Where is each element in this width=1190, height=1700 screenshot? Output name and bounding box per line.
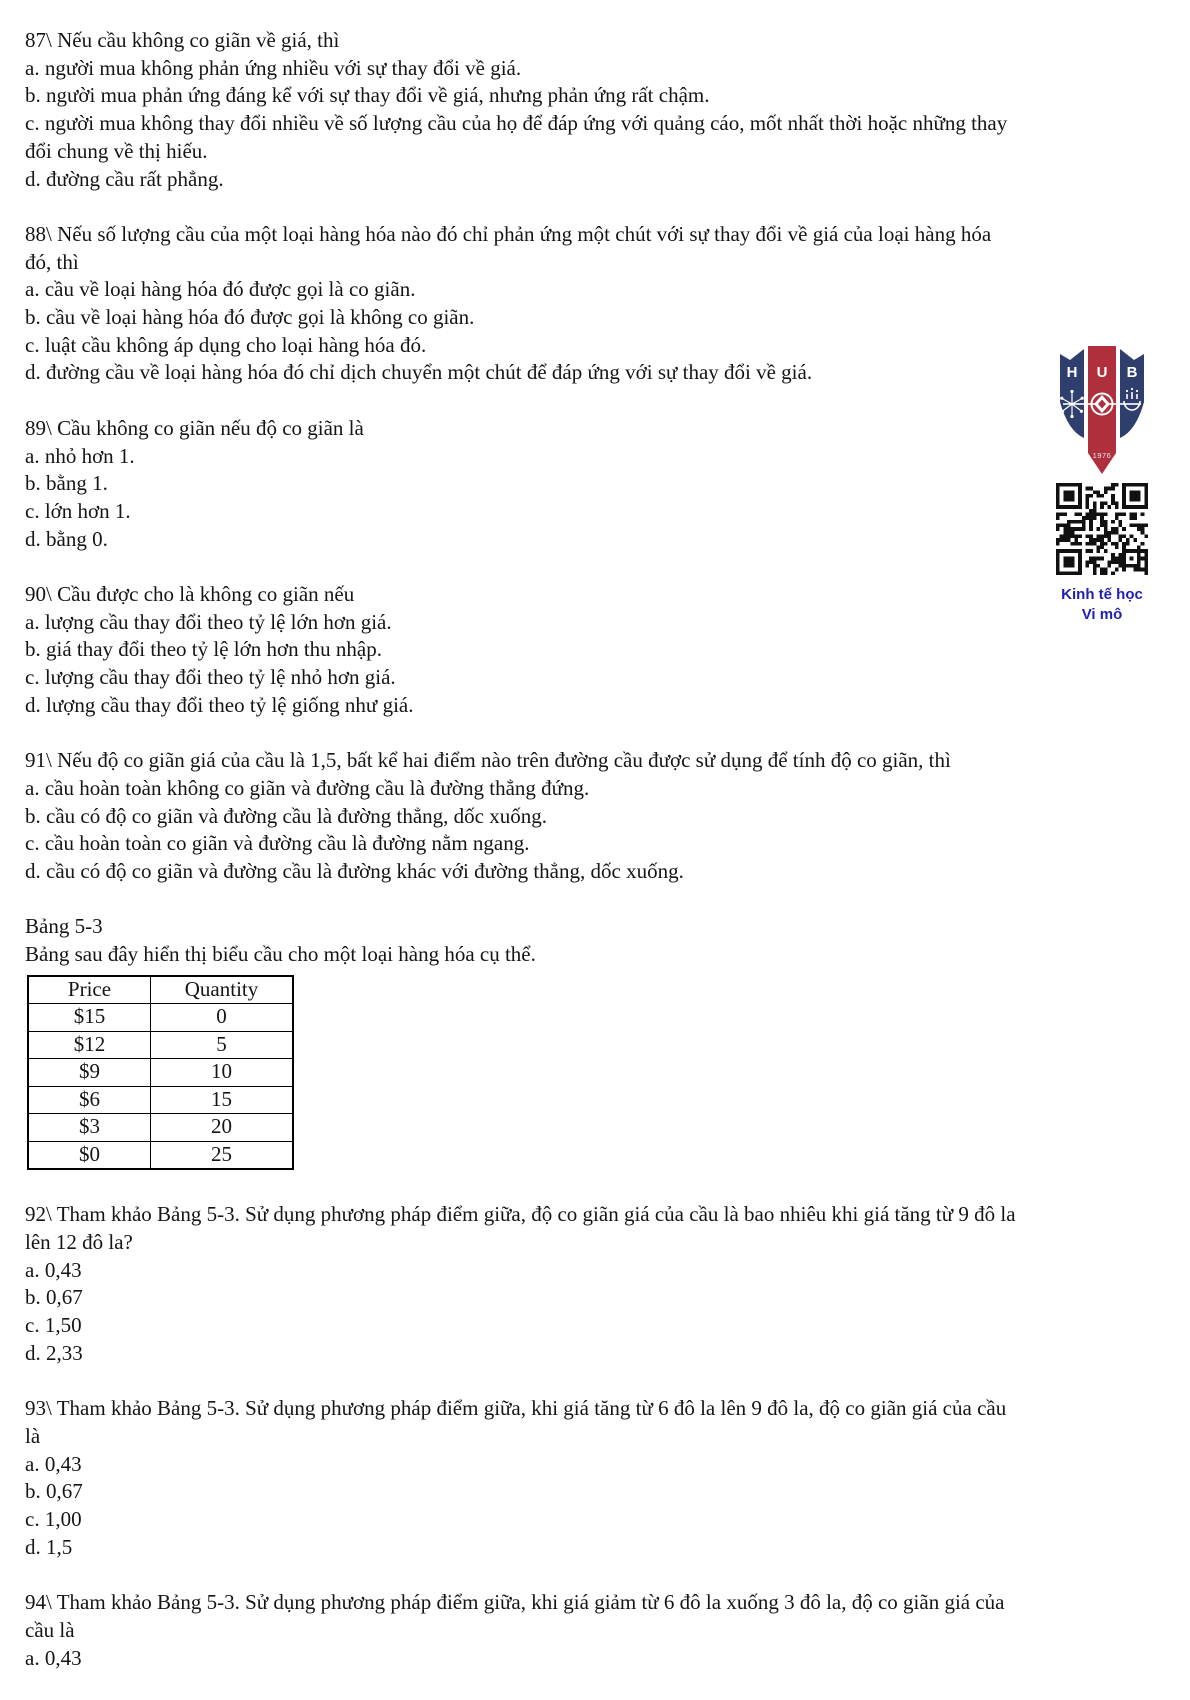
text-line: d. lượng cầu thay đổi theo tỷ lệ giống như giá.: [25, 692, 414, 717]
text-line: 88\ Nếu số lượng cầu của một loại hàng hóa nào đó chỉ phản ứng một chút với sự thay đổi về giá của loại hàng hóa: [25, 221, 992, 246]
logo-year: 1976: [1092, 451, 1112, 460]
text-line: đổi chung về thị hiếu.: [25, 138, 208, 163]
question-block: [25, 1201, 1175, 1367]
table-row: [28, 1114, 293, 1142]
demand-schedule-table: [27, 975, 294, 1171]
column-header: Quantity: [151, 976, 294, 1004]
table-cell: $6: [28, 1086, 151, 1114]
table-cell: $15: [28, 1004, 151, 1032]
text-line: c. người mua không thay đổi nhiều về số lượng cầu của họ để đáp ứng với quảng cáo, mốt nhất thời hoặc những thay: [25, 111, 1008, 136]
text-line: 89\ Cầu không co giãn nếu độ co giãn là: [25, 415, 364, 440]
text-line: c. cầu hoàn toàn co giãn và đường cầu là đường nằm ngang.: [25, 831, 530, 856]
text-line: d. cầu có độ co giãn và đường cầu là đường khác với đường thẳng, dốc xuống.: [25, 859, 684, 884]
logo-letter-b: B: [1126, 364, 1138, 381]
table-cell: $0: [28, 1141, 151, 1169]
text-line: d. bằng 0.: [25, 526, 108, 551]
question-block: [25, 747, 1175, 886]
table-header-row: [28, 976, 293, 1004]
text-line: 91\ Nếu độ co giãn giá của cầu là 1,5, bất kể hai điểm nào trên đường cầu được sử dụng để tính độ co giãn, thì: [25, 748, 951, 773]
table-cell: 20: [151, 1114, 294, 1142]
logo-letter-u: U: [1096, 364, 1108, 381]
text-line: a. 0,43: [25, 1451, 82, 1476]
table-cell: 0: [151, 1004, 294, 1032]
text-line: c. lượng cầu thay đổi theo tỷ lệ nhỏ hơn giá.: [25, 665, 396, 690]
text-line: a. người mua không phản ứng nhiều với sự thay đổi về giá.: [25, 55, 522, 80]
table-cell: $9: [28, 1059, 151, 1087]
table-cell: 15: [151, 1086, 294, 1114]
question-block: [25, 1589, 1175, 1672]
table-row: [28, 1086, 293, 1114]
text-line: là: [25, 1423, 41, 1448]
text-line: b. người mua phản ứng đáng kể với sự thay đổi về giá, nhưng phản ứng rất chậm.: [25, 83, 710, 108]
text-line: c. lớn hơn 1.: [25, 498, 131, 523]
brand-caption-line1: Kinh tế học: [1061, 586, 1143, 603]
text-line: a. lượng cầu thay đổi theo tỷ lệ lớn hơn giá.: [25, 609, 392, 634]
text-line: b. 0,67: [25, 1285, 83, 1310]
table-cell: $12: [28, 1031, 151, 1059]
text-line: d. 2,33: [25, 1340, 83, 1365]
text-line: a. nhỏ hơn 1.: [25, 443, 135, 468]
question-block: [25, 221, 1175, 387]
text-line: c. luật cầu không áp dụng cho loại hàng hóa đó.: [25, 332, 427, 357]
text-line: Bảng sau đây hiển thị biểu cầu cho một loại hàng hóa cụ thể.: [25, 942, 536, 967]
hub-logo-icon: [1057, 341, 1147, 478]
text-line: a. cầu hoàn toàn không co giãn và đường cầu là đường thẳng đứng.: [25, 775, 590, 800]
text-line: cầu là: [25, 1617, 75, 1642]
question-block: [25, 415, 1175, 554]
text-line: b. bằng 1.: [25, 471, 108, 496]
table-cell: 5: [151, 1031, 294, 1059]
question-block: [25, 1395, 1175, 1561]
text-line: d. đường cầu rất phẳng.: [25, 166, 224, 191]
brand-block: [1052, 341, 1152, 625]
text-line: 94\ Tham khảo Bảng 5-3. Sử dụng phương pháp điểm giữa, khi giá giảm từ 6 đô la xuống 3 đô la, độ co giãn giá của: [25, 1590, 1005, 1615]
text-line: c. 1,00: [25, 1507, 82, 1532]
table-row: [28, 1004, 293, 1032]
brand-caption: [1061, 585, 1143, 625]
table-row: [28, 1141, 293, 1169]
question-block: [25, 581, 1175, 720]
text-line: 90\ Cầu được cho là không co giãn nếu: [25, 582, 355, 607]
text-line: d. đường cầu về loại hàng hóa đó chỉ dịch chuyển một chút để đáp ứng với sự thay đổi về giá.: [25, 360, 813, 385]
column-header: Price: [28, 976, 151, 1004]
text-line: 87\ Nếu cầu không co giãn về giá, thì: [25, 28, 340, 52]
text-line: đó, thì: [25, 249, 79, 274]
text-line: b. cầu về loại hàng hóa đó được gọi là không co giãn.: [25, 305, 475, 330]
text-line: a. cầu về loại hàng hóa đó được gọi là co giãn.: [25, 277, 416, 302]
text-line: 93\ Tham khảo Bảng 5-3. Sử dụng phương pháp điểm giữa, khi giá tăng từ 6 đô la lên 9 đô la, độ co giãn giá của cầu: [25, 1396, 1007, 1421]
table-caption: [25, 913, 1175, 968]
brand-caption-line2: Vi mô: [1081, 606, 1123, 623]
question-list: [25, 27, 1175, 1700]
text-line: Bảng 5-3: [25, 914, 103, 939]
table-cell: $3: [28, 1114, 151, 1142]
table-row: [28, 1031, 293, 1059]
text-line: b. 0,67: [25, 1479, 83, 1504]
text-line: c. 1,50: [25, 1313, 82, 1338]
table-cell: 25: [151, 1141, 294, 1169]
text-line: a. 0,43: [25, 1645, 82, 1670]
text-line: d. 1,5: [25, 1534, 73, 1559]
text-line: b. giá thay đổi theo tỷ lệ lớn hơn thu nhập.: [25, 637, 382, 662]
text-line: b. cầu có độ co giãn và đường cầu là đường thẳng, dốc xuống.: [25, 803, 548, 828]
text-line: 92\ Tham khảo Bảng 5-3. Sử dụng phương pháp điểm giữa, độ co giãn giá của cầu là bao nhiêu khi giá tăng từ 9 đô la: [25, 1202, 1016, 1227]
question-block: [25, 27, 1175, 193]
diamond-emblem-icon: [1092, 394, 1113, 415]
logo-letter-h: H: [1066, 364, 1078, 381]
table-cell: 10: [151, 1059, 294, 1087]
table-row: [28, 1059, 293, 1087]
text-line: a. 0,43: [25, 1257, 82, 1282]
qr-code-icon: [1056, 483, 1148, 575]
text-line: lên 12 đô la?: [25, 1230, 133, 1255]
